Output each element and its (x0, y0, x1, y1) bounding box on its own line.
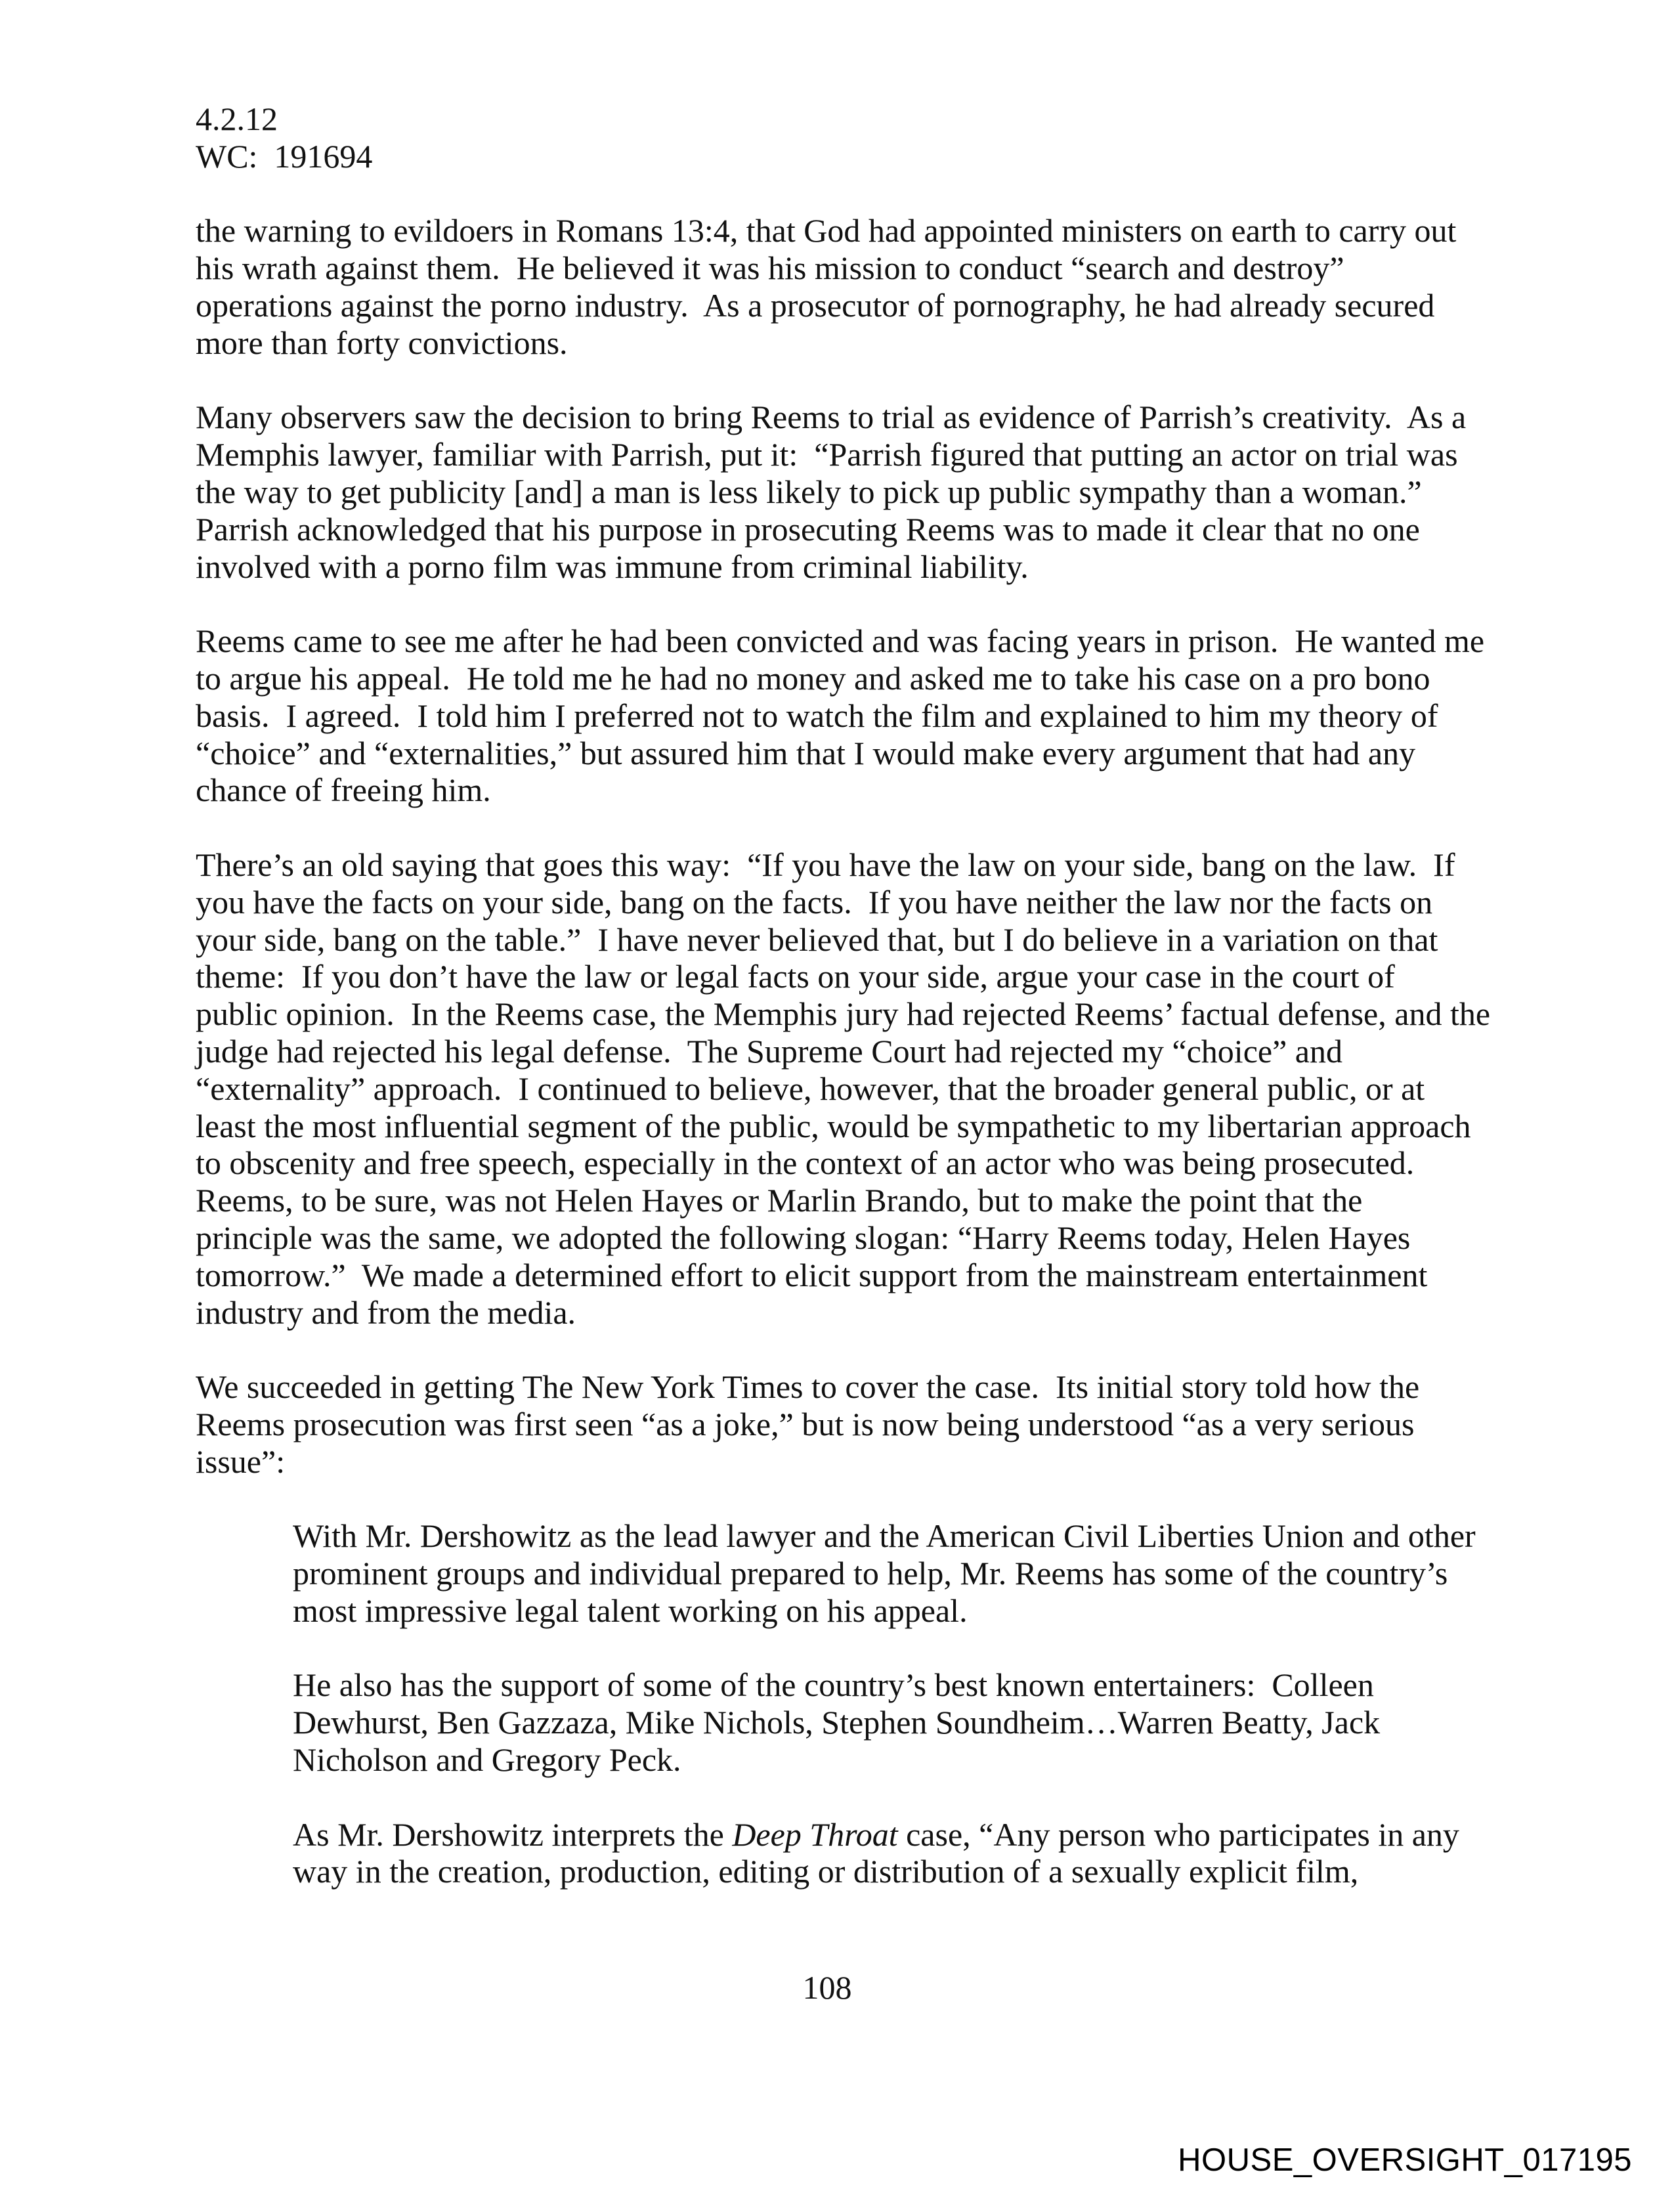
text-line: his wrath against them. He believed it was his mission to conduct “search and destroy” (196, 249, 1344, 287)
text-line: operations against the porno industry. As a prosecutor of pornography, he had already secured (196, 286, 1435, 324)
text-line: “choice” and “externalities,” but assured him that I would make every argument that had any (196, 734, 1416, 771)
text-line: We succeeded in getting The New York Times to cover the case. Its initial story told how the (196, 1368, 1420, 1406)
text-line: Parrish acknowledged that his purpose in prosecuting Reems was to made it clear that no one (196, 510, 1420, 548)
text-line: to argue his appeal. He told me he had no money and asked me to take his case on a pro bono (196, 659, 1430, 697)
document-body (196, 100, 1509, 1928)
text-line: basis. I agreed. I told him I preferred not to watch the film and explained to him my theory of (196, 697, 1438, 734)
paragraph (196, 1368, 1509, 1480)
text-line: issue”: (196, 1442, 286, 1480)
quote-line (196, 1853, 1509, 1890)
quote-text: He also has the support of some of the country’s best known entertainers: Colleen (293, 1666, 1374, 1704)
word-count: WC: 191694 (196, 137, 373, 175)
quote-text: most impressive legal talent working on his appeal. (293, 1592, 968, 1629)
text-line: theme: If you don’t have the law or legal facts on your side, argue your case in the court of (196, 958, 1395, 995)
text-line: industry and from the media. (196, 1293, 576, 1331)
quote-text: Dewhurst, Ben Gazzaza, Mike Nichols, Stephen Soundheim…Warren Beatty, Jack (293, 1704, 1381, 1741)
quote-text: way in the creation, production, editing or distribution of a sexually explicit film, (293, 1853, 1359, 1890)
quote-text: Nicholson and Gregory Peck. (293, 1741, 681, 1779)
text-line: principle was the same, we adopted the following slogan: “Harry Reems today, Helen Hayes (196, 1219, 1411, 1256)
text-line: judge had rejected his legal defense. The Supreme Court had rejected my “choice” and (196, 1032, 1342, 1070)
text-line: Reems prosecution was first seen “as a joke,” but is now being understood “as a very serious (196, 1405, 1415, 1442)
quote-text: As Mr. Dershowitz interprets the (293, 1815, 733, 1853)
quote-text: case, “Any person who participates in any (897, 1815, 1459, 1853)
text-line: the warning to evildoers in Romans 13:4, that God had appointed ministers on earth to carry out (196, 212, 1457, 249)
text-line: Many observers saw the decision to bring Reems to trial as evidence of Parrish’s creativity. As a (196, 399, 1467, 436)
document-header (196, 100, 1509, 175)
paragraph (196, 399, 1509, 585)
text-line: the way to get publicity [and] a man is less likely to pick up public sympathy than a woman.” (196, 473, 1422, 510)
block-quote (196, 1517, 1509, 1629)
quote-text: With Mr. Dershowitz as the lead lawyer and the American Civil Liberties Union and other (293, 1517, 1476, 1555)
text-line: more than forty convictions. (196, 324, 568, 361)
quote-line (196, 1555, 1509, 1592)
text-line: to obscenity and free speech, especially in the context of an actor who was being prosecuted. (196, 1144, 1415, 1182)
text-line: There’s an old saying that goes this way: “If you have the law on your side, bang on the law. If (196, 846, 1455, 883)
quote-line (196, 1741, 1509, 1779)
quote-line (196, 1704, 1509, 1741)
text-line: “externality” approach. I continued to believe, however, that the broader general public, or at (196, 1070, 1425, 1107)
text-line: tomorrow.” We made a determined effort to elicit support from the mainstream entertainment (196, 1256, 1428, 1293)
text-line: chance of freeing him. (196, 771, 491, 809)
paragraph (196, 212, 1509, 361)
quote-line (196, 1816, 1509, 1854)
text-line: involved with a porno film was immune from criminal liability. (196, 548, 1029, 585)
quote-text: prominent groups and individual prepared to help, Mr. Reems has some of the country’s (293, 1555, 1448, 1592)
quote-line (196, 1592, 1509, 1630)
text-line: public opinion. In the Reems case, the Memphis jury had rejected Reems’ factual defense, and the (196, 995, 1491, 1033)
text-line: Memphis lawyer, familiar with Parrish, put it: “Parrish figured that putting an actor on trial was (196, 436, 1458, 473)
text-line: you have the facts on your side, bang on the facts. If you have neither the law nor the facts on (196, 883, 1433, 921)
quote-line (196, 1517, 1509, 1555)
paragraph (196, 846, 1509, 1331)
page-number: 108 (802, 1969, 852, 2006)
block-quote (196, 1816, 1509, 1891)
block-quote (196, 1666, 1509, 1778)
text-line: Reems, to be sure, was not Helen Hayes or Marlin Brando, but to make the point that the (196, 1182, 1363, 1219)
italic-title: Deep Throat (732, 1815, 898, 1853)
text-line: your side, bang on the table.” I have never believed that, but I do believe in a variation on that (196, 921, 1438, 958)
bates-number: HOUSE_OVERSIGHT_017195 (1178, 2142, 1632, 2178)
draft-date: 4.2.12 (196, 100, 278, 137)
text-line: Reems came to see me after he had been convicted and was facing years in prison. He wanted me (196, 622, 1485, 660)
paragraph (196, 622, 1509, 809)
text-line: least the most influential segment of the public, would be sympathetic to my libertarian approach (196, 1107, 1471, 1144)
quote-line (196, 1666, 1509, 1704)
